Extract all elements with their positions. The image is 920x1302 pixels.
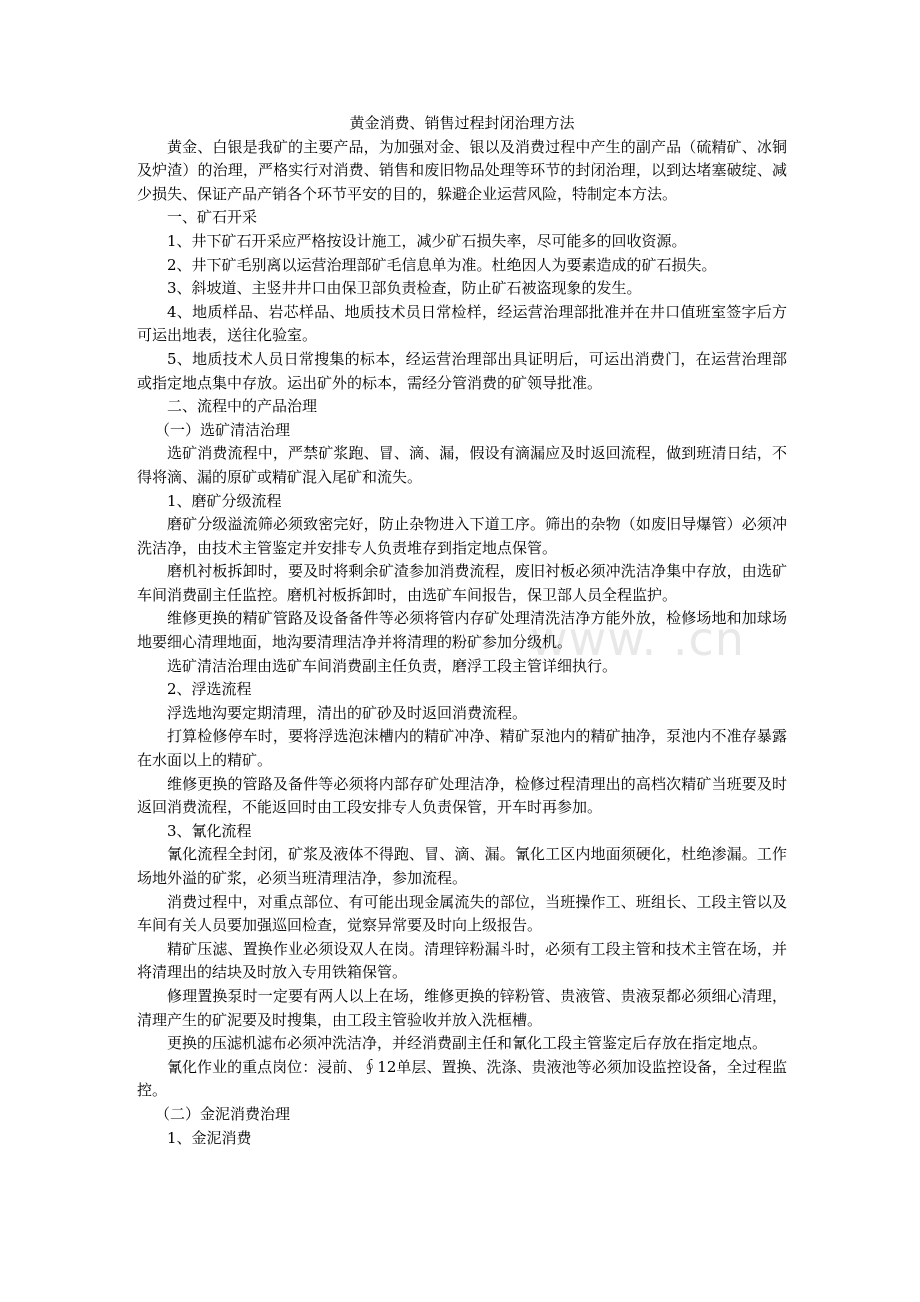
paragraph: 选矿消费流程中，严禁矿浆跑、冒、滴、漏，假设有滴漏应及时返回流程，做到班清日结，不得将滴、漏的原矿或精矿混入尾矿和流失。 xyxy=(137,444,787,486)
paragraph: 浮选地沟要定期清理，清出的矿砂及时返回消费流程。 xyxy=(167,703,528,722)
subsection-heading: （一）选矿清洁治理 xyxy=(155,420,291,439)
paragraph: 消费过程中，对重点部位、有可能出现金属流失的部位，当班操作工、班组长、工段主管以及车间有关人员要加强巡回检查，觉察异常要及时向上级报告。 xyxy=(137,892,787,935)
section-heading: 二、流程中的产品治理 xyxy=(167,397,318,416)
paragraph: 氰化作业的重点岗位：浸前、∮12单层、置换、洗涤、贵液池等必须加设监控设备，全过程监控。 xyxy=(137,1057,787,1100)
paragraph: 氰化流程全封闭，矿浆及液体不得跑、冒、滴、漏。氰化工区内地面须硬化，杜绝渗漏。工作场地外溢的矿浆，必须当班清理洁净，参加流程。 xyxy=(137,845,787,887)
watermark: www. .cn xyxy=(530,612,745,666)
section-heading: 一、矿石开采 xyxy=(167,208,258,227)
document-title: 黄金消费、销售过程封闭治理方法 xyxy=(349,114,575,132)
paragraph: 选矿清洁治理由选矿车间消费副主任负责，磨浮工段主管详细执行。 xyxy=(167,656,618,675)
paragraph: 维修更换的精矿管路及设备备件等必须将管内存矿处理清洗洁净方能外放，检修场地和加球场地要细心清理地面，地沟要清理洁净并将清理的粉矿参加分级机。 xyxy=(137,609,787,652)
document-body xyxy=(137,112,787,1150)
list-item: 2、井下矿毛别离以运营治理部矿毛信息单为准。杜绝因人为要素造成的矿石损失。 xyxy=(167,255,717,274)
paragraph: 维修更换的管路及备件等必须将内部存矿处理洁净，检修过程清理出的高档次精矿当班要及时返回消费流程，不能返回时由工段安排专人负责保管，开车时再参加。 xyxy=(137,774,787,817)
paragraph: 修理置换泵时一定要有两人以上在场，维修更换的锌粉管、贵液管、贵液泵都必须细心清理，清理产生的矿泥要及时搜集，由工段主管验收并放入洗框槽。 xyxy=(137,986,787,1029)
item-heading: 3、氰化流程 xyxy=(167,821,252,840)
item-heading: 1、磨矿分级流程 xyxy=(167,491,282,510)
item-heading: 2、浮选流程 xyxy=(167,680,252,699)
paragraph: 精矿压滤、置换作业必须设双人在岗。清理锌粉漏斗时，必须有工段主管和技术主管在场，并将清理出的结块及时放入专用铁箱保管。 xyxy=(137,939,787,982)
item-heading: 1、金泥消费 xyxy=(167,1128,252,1147)
paragraph: 磨矿分级溢流筛必须致密完好，防止杂物进入下道工序。筛出的杂物（如废旧导爆管）必须冲洗洁净，由技术主管鉴定并安排专人负责堆存到指定地点保管。 xyxy=(137,515,787,557)
paragraph: 打算检修停车时，要将浮选泡沫槽内的精矿冲净、精矿泵池内的精矿抽净，泵池内不准存暴露在水面以上的精矿。 xyxy=(137,727,787,770)
intro-paragraph: 黄金、白银是我矿的主要产品，为加强对金、银以及消费过程中产生的副产品（硫精矿、冰铜及炉渣）的治理，严格实行对消费、销售和废旧物品处理等环节的封闭治理，以到达堵塞破绽、减少损失、保证产品产销各个环节平安的目的，躲避企业运营风险，特制定本方法。 xyxy=(137,137,787,203)
paragraph: 磨机衬板拆卸时，要及时将剩余矿渣参加消费流程，废旧衬板必须冲洗洁净集中存放，由选矿车间消费副主任监控。磨机衬板拆卸时，由选矿车间报告，保卫部人员全程监护。 xyxy=(137,562,787,604)
paragraph: 更换的压滤机滤布必须冲洗洁净，并经消费副主任和氰化工段主管鉴定后存放在指定地点。 xyxy=(167,1034,768,1053)
list-item: 4、地质样品、岩芯样品、地质技术员日常检样，经运营治理部批准并在井口值班室签字后方可运出地表，送往化验室。 xyxy=(137,302,787,345)
subsection-heading: （二）金泥消费治理 xyxy=(155,1104,291,1123)
list-item: 5、地质技术人员日常搜集的标本，经运营治理部出具证明后，可运出消费门，在运营治理部或指定地点集中存放。运出矿外的标本，需经分管消费的矿领导批准。 xyxy=(137,349,787,392)
list-item: 1、井下矿石开采应严格按设计施工，减少矿石损失率，尽可能多的回收资源。 xyxy=(167,231,687,250)
list-item: 3、斜坡道、主竖井井口由保卫部负责检查，防止矿石被盗现象的发生。 xyxy=(167,279,642,298)
